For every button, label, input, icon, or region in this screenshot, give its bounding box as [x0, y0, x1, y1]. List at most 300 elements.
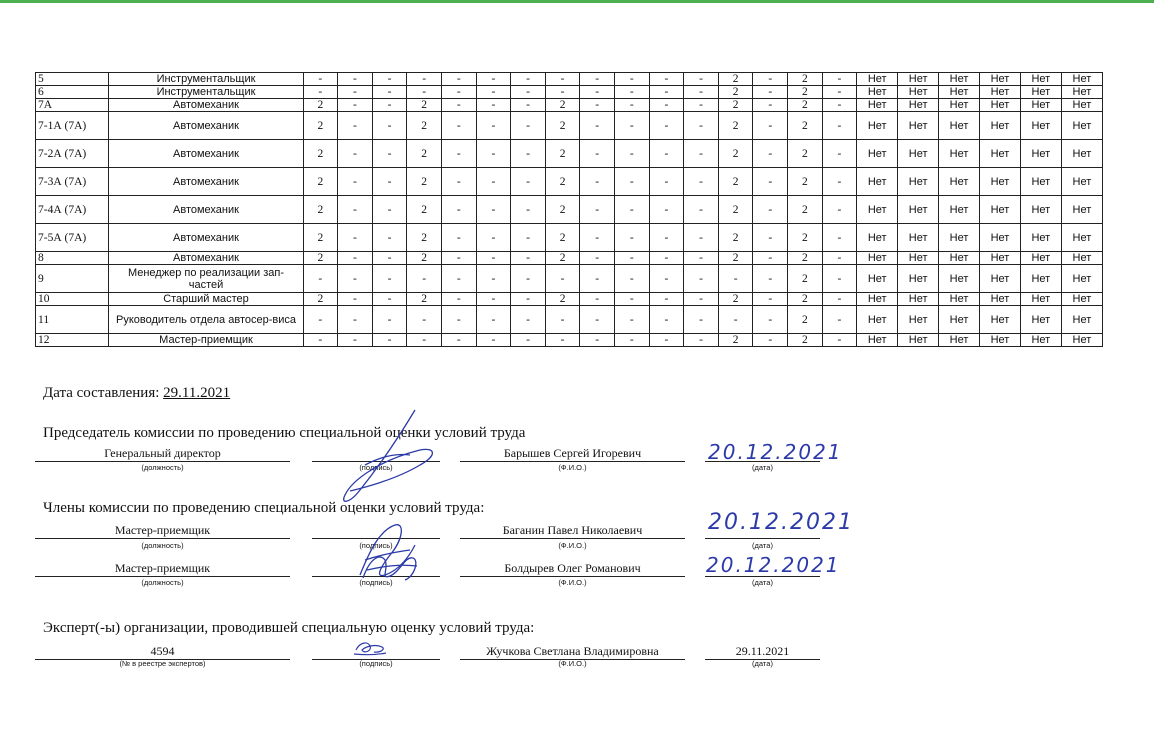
factor-class-cell: 2: [788, 168, 823, 196]
factor-class-cell: -: [615, 168, 650, 196]
factor-class-cell: -: [303, 265, 338, 293]
factor-class-cell: -: [753, 334, 788, 347]
member-2-date-handwritten: 20.12.2021: [706, 553, 841, 577]
chairman-position-caption: (должность): [141, 463, 184, 472]
factor-class-cell: -: [372, 252, 407, 265]
factor-class-cell: -: [407, 306, 442, 334]
guarantee-cell: Нет: [939, 224, 980, 252]
factor-class-cell: -: [615, 73, 650, 86]
guarantee-cell: Нет: [857, 306, 898, 334]
factor-class-cell: 2: [788, 334, 823, 347]
date-compiled: [43, 385, 230, 402]
factor-class-cell: -: [684, 99, 719, 112]
row-number: 8: [36, 252, 109, 265]
guarantee-cell: Нет: [1061, 306, 1102, 334]
factor-class-cell: 2: [718, 112, 753, 140]
member-1-name: Баганин Павел Николаевич: [460, 523, 685, 539]
guarantee-cell: Нет: [939, 112, 980, 140]
factor-class-cell: -: [407, 86, 442, 99]
factor-class-cell: -: [476, 252, 511, 265]
table-row: [36, 86, 1103, 99]
factor-class-cell: -: [753, 86, 788, 99]
member-1-date-handwritten: 20.12.2021: [708, 510, 854, 535]
guarantee-cell: Нет: [857, 112, 898, 140]
factor-class-cell: -: [580, 334, 615, 347]
factor-class-cell: -: [338, 140, 373, 168]
factor-class-cell: -: [372, 86, 407, 99]
date-compiled-value: 29.11.2021: [163, 385, 231, 401]
guarantee-cell: Нет: [898, 224, 939, 252]
factor-class-cell: -: [441, 224, 476, 252]
factor-class-cell: -: [684, 252, 719, 265]
table-row: [36, 252, 1103, 265]
member-2-position-caption: (должность): [141, 578, 184, 587]
factor-class-cell: 2: [303, 224, 338, 252]
factor-class-cell: -: [407, 73, 442, 86]
factor-class-cell: -: [476, 73, 511, 86]
guarantee-cell: Нет: [1020, 334, 1061, 347]
factor-class-cell: -: [822, 86, 857, 99]
guarantee-cell: Нет: [980, 265, 1021, 293]
factor-class-cell: -: [476, 265, 511, 293]
factor-class-cell: -: [303, 334, 338, 347]
guarantee-cell: Нет: [1061, 265, 1102, 293]
table-row: [36, 265, 1103, 293]
chairman-position: Генеральный директор: [35, 446, 290, 462]
member-1-signature-caption: (подпись): [359, 541, 393, 550]
guarantee-cell: Нет: [857, 168, 898, 196]
factor-class-cell: -: [372, 265, 407, 293]
expert-name: Жучкова Светлана Владимировна: [460, 644, 685, 660]
factor-class-cell: -: [511, 196, 546, 224]
factor-class-cell: 2: [788, 224, 823, 252]
factor-class-cell: -: [649, 252, 684, 265]
factor-class-cell: -: [511, 86, 546, 99]
row-position: Менеджер по реализации зап-частей: [109, 265, 303, 293]
factor-class-cell: 2: [788, 252, 823, 265]
factor-class-cell: 2: [718, 168, 753, 196]
table-row: [36, 140, 1103, 168]
guarantee-cell: Нет: [898, 265, 939, 293]
row-number: 6: [36, 86, 109, 99]
table-row: [36, 112, 1103, 140]
factor-class-cell: -: [511, 168, 546, 196]
guarantee-cell: Нет: [857, 196, 898, 224]
factor-class-cell: -: [511, 112, 546, 140]
guarantee-cell: Нет: [1020, 224, 1061, 252]
factor-class-cell: -: [684, 334, 719, 347]
guarantee-cell: Нет: [939, 140, 980, 168]
factor-class-cell: 2: [788, 306, 823, 334]
factor-class-cell: -: [649, 196, 684, 224]
factor-class-cell: -: [372, 140, 407, 168]
guarantee-cell: Нет: [1061, 99, 1102, 112]
row-number: 12: [36, 334, 109, 347]
row-number: 7-3А (7А): [36, 168, 109, 196]
factor-class-cell: 2: [303, 252, 338, 265]
factor-class-cell: -: [615, 196, 650, 224]
factor-class-cell: 2: [718, 252, 753, 265]
guarantee-cell: Нет: [1061, 86, 1102, 99]
table-row: [36, 168, 1103, 196]
factor-class-cell: -: [822, 293, 857, 306]
guarantee-cell: Нет: [857, 224, 898, 252]
factor-class-cell: -: [441, 252, 476, 265]
factor-class-cell: -: [338, 99, 373, 112]
factor-class-cell: -: [338, 168, 373, 196]
factor-class-cell: -: [441, 168, 476, 196]
guarantee-cell: Нет: [939, 252, 980, 265]
factor-class-cell: -: [511, 99, 546, 112]
factor-class-cell: -: [441, 196, 476, 224]
factor-class-cell: -: [649, 334, 684, 347]
factor-class-cell: 2: [303, 140, 338, 168]
factor-class-cell: 2: [718, 140, 753, 168]
table-row: [36, 306, 1103, 334]
row-number: 11: [36, 306, 109, 334]
factor-class-cell: -: [580, 86, 615, 99]
factor-class-cell: 2: [303, 293, 338, 306]
factor-class-cell: -: [580, 224, 615, 252]
guarantee-cell: Нет: [898, 293, 939, 306]
factor-class-cell: -: [338, 73, 373, 86]
factor-class-cell: -: [580, 168, 615, 196]
factor-class-cell: -: [545, 306, 580, 334]
guarantee-cell: Нет: [980, 306, 1021, 334]
factor-class-cell: 2: [718, 196, 753, 224]
factor-class-cell: 2: [788, 112, 823, 140]
member-1-name-caption: (Ф.И.О.): [558, 541, 587, 550]
factor-class-cell: -: [303, 73, 338, 86]
factor-class-cell: -: [580, 293, 615, 306]
guarantee-cell: Нет: [1020, 293, 1061, 306]
factor-class-cell: -: [372, 112, 407, 140]
factor-class-cell: -: [545, 73, 580, 86]
factor-class-cell: -: [753, 112, 788, 140]
chairman-date-handwritten: 20.12.2021: [708, 440, 843, 464]
factor-class-cell: 2: [303, 196, 338, 224]
factor-class-cell: -: [684, 224, 719, 252]
factor-class-cell: 2: [407, 168, 442, 196]
factor-class-cell: -: [615, 99, 650, 112]
expert-heading: Эксперт(-ы) организации, проводившей специальную оценку условий труда:: [43, 620, 535, 636]
guarantee-cell: Нет: [1061, 196, 1102, 224]
sout-summary-table: [35, 72, 1103, 347]
factor-class-cell: 2: [788, 99, 823, 112]
guarantee-cell: Нет: [1020, 140, 1061, 168]
factor-class-cell: -: [649, 140, 684, 168]
factor-class-cell: -: [615, 306, 650, 334]
row-number: 7-4А (7А): [36, 196, 109, 224]
factor-class-cell: -: [684, 112, 719, 140]
chairman-signature-caption: (подпись): [359, 463, 393, 472]
guarantee-cell: Нет: [898, 196, 939, 224]
guarantee-cell: Нет: [980, 224, 1021, 252]
factor-class-cell: -: [753, 99, 788, 112]
factor-class-cell: -: [615, 293, 650, 306]
factor-class-cell: -: [476, 293, 511, 306]
guarantee-cell: Нет: [939, 306, 980, 334]
factor-class-cell: -: [649, 86, 684, 99]
factor-class-cell: 2: [718, 293, 753, 306]
factor-class-cell: 2: [545, 252, 580, 265]
factor-class-cell: 2: [407, 293, 442, 306]
guarantee-cell: Нет: [1061, 293, 1102, 306]
row-number: 7-1А (7А): [36, 112, 109, 140]
guarantee-cell: Нет: [980, 334, 1021, 347]
factor-class-cell: 2: [718, 99, 753, 112]
factor-class-cell: -: [441, 86, 476, 99]
guarantee-cell: Нет: [939, 265, 980, 293]
factor-class-cell: -: [822, 168, 857, 196]
row-number: 9: [36, 265, 109, 293]
factor-class-cell: -: [511, 334, 546, 347]
guarantee-cell: Нет: [980, 112, 1021, 140]
expert-date-caption: (дата): [752, 659, 773, 668]
row-position: Автомеханик: [109, 168, 303, 196]
factor-class-cell: 2: [303, 168, 338, 196]
guarantee-cell: Нет: [857, 293, 898, 306]
factor-class-cell: 2: [718, 224, 753, 252]
factor-class-cell: -: [407, 334, 442, 347]
factor-class-cell: -: [441, 265, 476, 293]
guarantee-cell: Нет: [980, 168, 1021, 196]
factor-class-cell: -: [476, 86, 511, 99]
member-2-date-caption: (дата): [752, 578, 773, 587]
row-position: Автомеханик: [109, 99, 303, 112]
factor-class-cell: -: [476, 112, 511, 140]
factor-class-cell: -: [372, 224, 407, 252]
factor-class-cell: -: [580, 196, 615, 224]
member-2-signature: [355, 548, 425, 588]
expert-registry-number: 4594: [35, 644, 290, 660]
factor-class-cell: 2: [407, 140, 442, 168]
factor-class-cell: -: [822, 306, 857, 334]
row-position: Автомеханик: [109, 252, 303, 265]
factor-class-cell: -: [753, 293, 788, 306]
row-position: Руководитель отдела автосер-виса: [109, 306, 303, 334]
guarantee-cell: Нет: [980, 86, 1021, 99]
factor-class-cell: 2: [407, 224, 442, 252]
factor-class-cell: -: [372, 196, 407, 224]
factor-class-cell: -: [441, 73, 476, 86]
factor-class-cell: 2: [545, 99, 580, 112]
factor-class-cell: -: [580, 252, 615, 265]
factor-class-cell: -: [684, 306, 719, 334]
guarantee-cell: Нет: [857, 252, 898, 265]
factor-class-cell: -: [649, 73, 684, 86]
factor-class-cell: -: [407, 265, 442, 293]
factor-class-cell: -: [615, 86, 650, 99]
guarantee-cell: Нет: [898, 334, 939, 347]
member-1-position: Мастер-приемщик: [35, 523, 290, 539]
factor-class-cell: -: [753, 73, 788, 86]
factor-class-cell: -: [684, 293, 719, 306]
guarantee-cell: Нет: [1061, 224, 1102, 252]
table-row: [36, 224, 1103, 252]
factor-class-cell: -: [511, 306, 546, 334]
factor-class-cell: -: [615, 252, 650, 265]
factor-class-cell: -: [615, 140, 650, 168]
guarantee-cell: Нет: [898, 99, 939, 112]
factor-class-cell: -: [822, 196, 857, 224]
member-2-signature-caption: (подпись): [359, 578, 393, 587]
factor-class-cell: -: [822, 265, 857, 293]
guarantee-cell: Нет: [898, 86, 939, 99]
factor-class-cell: 2: [407, 252, 442, 265]
factor-class-cell: -: [441, 293, 476, 306]
guarantee-cell: Нет: [1061, 140, 1102, 168]
factor-class-cell: -: [615, 112, 650, 140]
factor-class-cell: 2: [407, 196, 442, 224]
factor-class-cell: 2: [545, 112, 580, 140]
factor-class-cell: -: [476, 306, 511, 334]
guarantee-cell: Нет: [857, 99, 898, 112]
factor-class-cell: -: [476, 334, 511, 347]
guarantee-cell: Нет: [939, 73, 980, 86]
factor-class-cell: -: [718, 306, 753, 334]
guarantee-cell: Нет: [980, 99, 1021, 112]
factor-class-cell: 2: [407, 99, 442, 112]
factor-class-cell: -: [649, 99, 684, 112]
table-row: [36, 196, 1103, 224]
factor-class-cell: 2: [545, 293, 580, 306]
row-position: Инструментальщик: [109, 86, 303, 99]
factor-class-cell: -: [649, 293, 684, 306]
guarantee-cell: Нет: [1020, 265, 1061, 293]
factor-class-cell: -: [511, 252, 546, 265]
factor-class-cell: -: [580, 99, 615, 112]
guarantee-cell: Нет: [857, 140, 898, 168]
factor-class-cell: -: [338, 224, 373, 252]
factor-class-cell: -: [476, 196, 511, 224]
factor-class-cell: -: [372, 168, 407, 196]
factor-class-cell: -: [822, 252, 857, 265]
factor-class-cell: -: [822, 140, 857, 168]
members-heading: Члены комиссии по проведению специальной оценки условий труда:: [43, 500, 485, 516]
guarantee-cell: Нет: [1020, 86, 1061, 99]
factor-class-cell: -: [580, 306, 615, 334]
factor-class-cell: -: [545, 334, 580, 347]
guarantee-cell: Нет: [1020, 252, 1061, 265]
factor-class-cell: -: [580, 73, 615, 86]
expert-date: 29.11.2021: [705, 644, 820, 660]
factor-class-cell: -: [511, 293, 546, 306]
factor-class-cell: 2: [545, 140, 580, 168]
guarantee-cell: Нет: [1061, 112, 1102, 140]
chairman-date-caption: (дата): [752, 463, 773, 472]
expert-signature: [350, 638, 390, 658]
member-2-position: Мастер-приемщик: [35, 561, 290, 577]
row-number: 10: [36, 293, 109, 306]
table-row: [36, 99, 1103, 112]
factor-class-cell: -: [372, 73, 407, 86]
factor-class-cell: 2: [788, 196, 823, 224]
factor-class-cell: -: [649, 224, 684, 252]
row-number: 7-2А (7А): [36, 140, 109, 168]
factor-class-cell: -: [338, 86, 373, 99]
factor-class-cell: 2: [718, 73, 753, 86]
guarantee-cell: Нет: [898, 306, 939, 334]
factor-class-cell: -: [580, 112, 615, 140]
table-row: [36, 73, 1103, 86]
guarantee-cell: Нет: [980, 140, 1021, 168]
row-number: 7А: [36, 99, 109, 112]
row-position: Автомеханик: [109, 140, 303, 168]
chairman-signature: [320, 405, 460, 515]
guarantee-cell: Нет: [1061, 168, 1102, 196]
factor-class-cell: -: [476, 99, 511, 112]
guarantee-cell: Нет: [1020, 196, 1061, 224]
date-compiled-label: Дата составления:: [43, 385, 160, 401]
expert-signature-caption: (подпись): [359, 659, 393, 668]
factor-class-cell: -: [649, 306, 684, 334]
guarantee-cell: Нет: [980, 252, 1021, 265]
factor-class-cell: -: [822, 334, 857, 347]
factor-class-cell: 2: [407, 112, 442, 140]
guarantee-cell: Нет: [898, 140, 939, 168]
factor-class-cell: -: [684, 86, 719, 99]
factor-class-cell: -: [649, 265, 684, 293]
factor-class-cell: -: [580, 265, 615, 293]
factor-class-cell: -: [684, 168, 719, 196]
factor-class-cell: -: [372, 293, 407, 306]
member-2-name-caption: (Ф.И.О.): [558, 578, 587, 587]
factor-class-cell: -: [338, 252, 373, 265]
factor-class-cell: -: [338, 293, 373, 306]
factor-class-cell: -: [822, 224, 857, 252]
row-position: Инструментальщик: [109, 73, 303, 86]
row-number: 7-5А (7А): [36, 224, 109, 252]
table-row: [36, 293, 1103, 306]
factor-class-cell: -: [545, 86, 580, 99]
row-number: 5: [36, 73, 109, 86]
factor-class-cell: -: [441, 140, 476, 168]
factor-class-cell: -: [684, 73, 719, 86]
factor-class-cell: -: [753, 196, 788, 224]
factor-class-cell: 2: [788, 265, 823, 293]
guarantee-cell: Нет: [980, 293, 1021, 306]
factor-class-cell: 2: [545, 196, 580, 224]
factor-class-cell: -: [511, 265, 546, 293]
factor-class-cell: -: [545, 265, 580, 293]
factor-class-cell: 2: [718, 334, 753, 347]
factor-class-cell: -: [476, 168, 511, 196]
guarantee-cell: Нет: [898, 112, 939, 140]
guarantee-cell: Нет: [1061, 334, 1102, 347]
guarantee-cell: Нет: [980, 196, 1021, 224]
factor-class-cell: -: [753, 265, 788, 293]
factor-class-cell: -: [303, 306, 338, 334]
factor-class-cell: -: [753, 306, 788, 334]
guarantee-cell: Нет: [939, 293, 980, 306]
factor-class-cell: -: [753, 168, 788, 196]
guarantee-cell: Нет: [1020, 168, 1061, 196]
factor-class-cell: 2: [788, 140, 823, 168]
factor-class-cell: -: [441, 306, 476, 334]
factor-class-cell: -: [303, 86, 338, 99]
factor-class-cell: 2: [303, 99, 338, 112]
member-1-date-caption: (дата): [752, 541, 773, 550]
guarantee-cell: Нет: [898, 73, 939, 86]
factor-class-cell: -: [338, 196, 373, 224]
row-position: Мастер-приемщик: [109, 334, 303, 347]
factor-class-cell: -: [511, 73, 546, 86]
factor-class-cell: -: [822, 99, 857, 112]
factor-class-cell: -: [476, 140, 511, 168]
factor-class-cell: -: [615, 265, 650, 293]
expert-name-caption: (Ф.И.О.): [558, 659, 587, 668]
